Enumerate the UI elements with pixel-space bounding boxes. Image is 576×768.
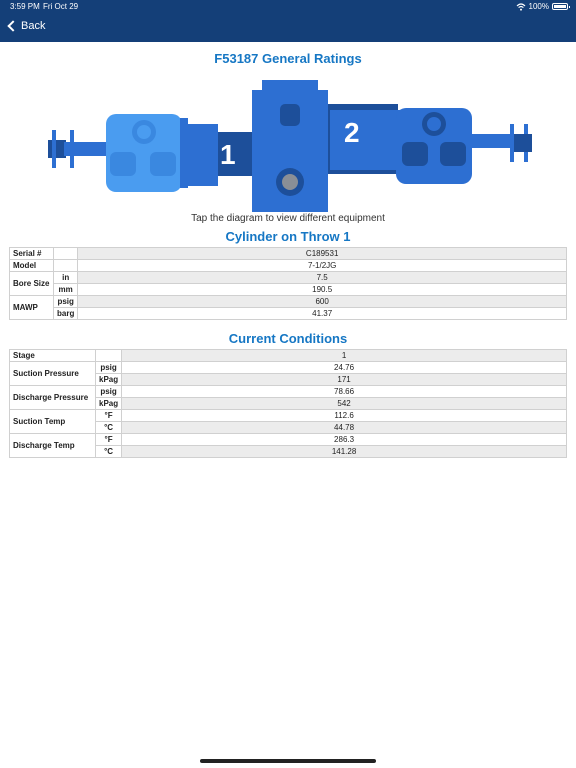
sp-psig-unit: psig: [96, 362, 122, 374]
stage-label: Stage: [10, 350, 96, 362]
dp-kpag-unit: kPag: [96, 398, 122, 410]
dp-kpag-value: 542: [122, 398, 567, 410]
mawp-psig-unit: psig: [54, 296, 78, 308]
battery-percent: 100%: [528, 2, 549, 11]
table-row: [10, 308, 567, 320]
table-row: [10, 386, 567, 398]
bore-in-value: 7.5: [78, 272, 567, 284]
conditions-section-title: Current Conditions: [228, 331, 348, 346]
conditions-table: [9, 349, 567, 458]
mawp-psig-value: 600: [78, 296, 567, 308]
throw-1-label: 1: [220, 139, 236, 170]
status-right: [516, 2, 568, 11]
sp-psig-value: 24.76: [122, 362, 567, 374]
back-button[interactable]: [6, 20, 45, 32]
dp-psig-value: 78.66: [122, 386, 567, 398]
serial-label: Serial #: [10, 248, 54, 260]
unit-cell: [54, 248, 78, 260]
bore-mm-unit: mm: [54, 284, 78, 296]
status-date: Fri Oct 29: [43, 2, 79, 11]
st-c-value: 44.78: [122, 422, 567, 434]
compressor-diagram[interactable]: [40, 74, 540, 214]
back-label: Back: [21, 20, 46, 32]
dt-f-unit: °F: [96, 434, 122, 446]
diagram-caption: Tap the diagram to view different equipment: [191, 213, 385, 224]
battery-icon: [552, 3, 568, 10]
status-bar: [0, 0, 576, 14]
throw-2-label: 2: [344, 117, 360, 148]
st-c-unit: °C: [96, 422, 122, 434]
status-time: 3:59 PM: [10, 2, 40, 11]
cylinder-table: [9, 247, 567, 320]
table-row: [10, 362, 567, 374]
stage-value: 1: [122, 350, 567, 362]
bore-size-label: Bore Size: [10, 272, 54, 296]
page-title: F53187 General Ratings: [214, 51, 362, 66]
table-row: [10, 350, 567, 362]
table-row: [10, 410, 567, 422]
table-row: [10, 248, 567, 260]
unit-cell: [54, 260, 78, 272]
st-f-value: 112.6: [122, 410, 567, 422]
unit-cell: [96, 350, 122, 362]
right-flange: [472, 124, 532, 162]
mawp-label: MAWP: [10, 296, 54, 320]
table-row: [10, 434, 567, 446]
discharge-pressure-label: Discharge Pressure: [10, 386, 96, 410]
st-f-unit: °F: [96, 410, 122, 422]
mawp-barg-unit: barg: [54, 308, 78, 320]
discharge-temp-label: Discharge Temp: [10, 434, 96, 458]
chevron-left-icon: [7, 20, 18, 31]
suction-pressure-label: Suction Pressure: [10, 362, 96, 386]
mawp-barg-value: 41.37: [78, 308, 567, 320]
left-flange: [48, 130, 108, 168]
table-row: [10, 284, 567, 296]
table-row: [10, 260, 567, 272]
bore-mm-value: 190.5: [78, 284, 567, 296]
dp-psig-unit: psig: [96, 386, 122, 398]
table-row: [10, 296, 567, 308]
cylinder-section-title: Cylinder on Throw 1: [225, 229, 351, 244]
cylinder-throw-1[interactable]: [106, 114, 256, 192]
dt-c-value: 141.28: [122, 446, 567, 458]
wifi-icon: [516, 3, 526, 11]
model-label: Model: [10, 260, 54, 272]
suction-temp-label: Suction Temp: [10, 410, 96, 434]
sp-kpag-value: 171: [122, 374, 567, 386]
home-indicator[interactable]: [200, 759, 376, 763]
bore-in-unit: in: [54, 272, 78, 284]
serial-value: C189531: [78, 248, 567, 260]
sp-kpag-unit: kPag: [96, 374, 122, 386]
dt-f-value: 286.3: [122, 434, 567, 446]
dt-c-unit: °C: [96, 446, 122, 458]
model-value: 7-1/2JG: [78, 260, 567, 272]
navigation-bar: [0, 14, 576, 42]
table-row: [10, 272, 567, 284]
